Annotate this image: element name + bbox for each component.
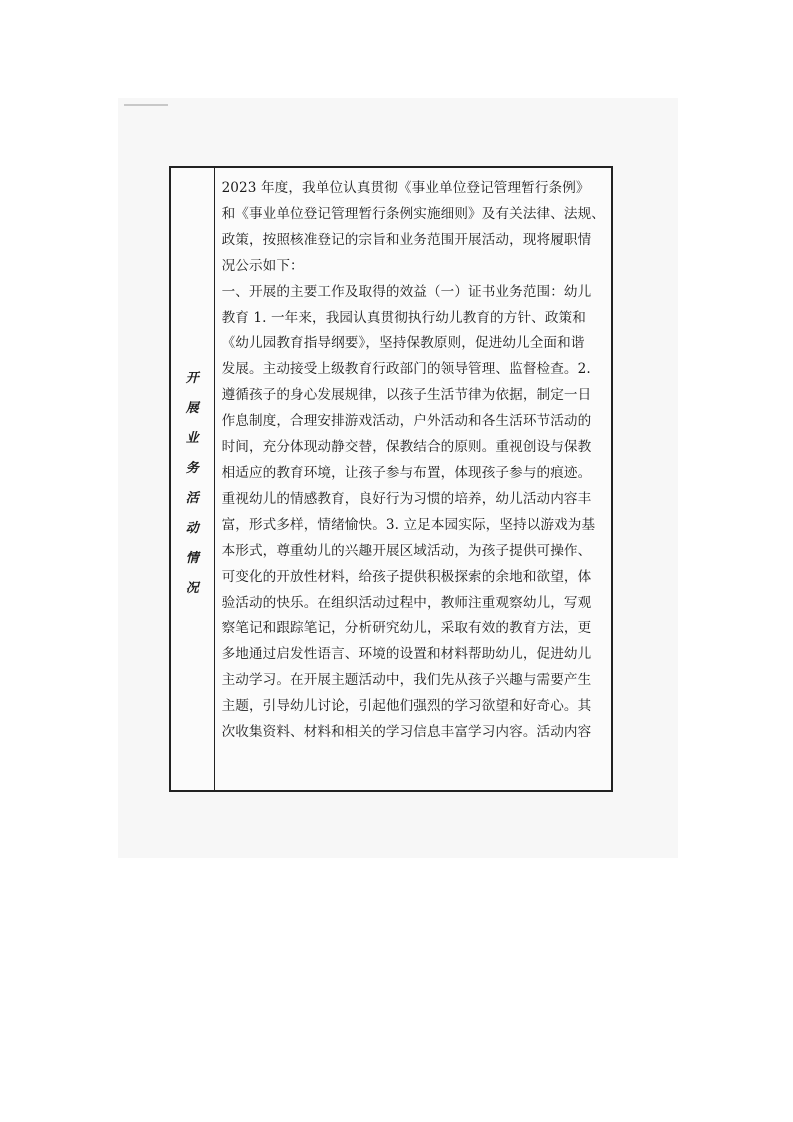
section-label-char: 开: [185, 371, 199, 386]
content-line: 验活动的快乐。在组织活动过程中，教师注重观察幼儿，写观: [221, 594, 592, 611]
scan-edge-mark: [124, 104, 168, 106]
section-label-char: 务: [185, 461, 199, 476]
content-line: 作息制度，合理安排游戏活动，户外活动和各生活环节活动的: [221, 413, 592, 430]
content-line: 重视幼儿的情感教育，良好行为习惯的培养，幼儿活动内容丰: [221, 490, 592, 507]
section-label-char: 展: [185, 401, 199, 416]
section-label-char: 活: [185, 491, 199, 506]
section-label-char: 动: [185, 521, 199, 536]
content-cell: [215, 168, 611, 790]
content-line: 况公示如下：: [221, 257, 304, 274]
content-line: 可变化的开放性材料，给孩子提供积极探索的余地和欲望，体: [221, 568, 592, 585]
content-line: 多地通过启发性语言、环境的设置和材料帮助幼儿，促进幼儿: [221, 646, 592, 663]
content-line: 主题，引导幼儿讨论，引起他们强烈的学习欲望和好奇心。其: [221, 698, 592, 715]
content-line: 和《事业单位登记管理暂行条例实施细则》及有关法律、法规、: [221, 205, 605, 222]
section-label: [186, 371, 199, 597]
section-label-char: 况: [185, 581, 199, 596]
content-line: 发展。主动接受上级教育行政部门的领导管理、监督检查。2.: [221, 361, 591, 378]
content-line: 富，形式多样，情绪愉快。3. 立足本园实际，坚持以游戏为基: [221, 516, 596, 533]
section-label-cell: [171, 168, 215, 790]
content-line: 相适应的教育环境，让孩子参与布置，体现孩子参与的痕迹。: [221, 464, 592, 481]
content-line: 教育 1. 一年来，我园认真贯彻执行幼儿教育的方针、政策和: [221, 309, 586, 326]
content-line: 次收集资料、材料和相关的学习信息丰富学习内容。活动内容: [221, 724, 592, 741]
content-line: 遵循孩子的身心发展规律，以孩子生活节律为依据，制定一日: [221, 387, 592, 404]
content-line: 《幼儿园教育指导纲要》，坚持保教原则，促进幼儿全面和谐: [221, 335, 585, 352]
section-label-char: 业: [185, 431, 199, 446]
content-line: 时间，充分体现动静交替，保教结合的原则。重视创设与保教: [221, 439, 592, 456]
activity-report-table: [169, 166, 613, 792]
content-line: 政策，按照核准登记的宗旨和业务范围开展活动，现将履职情: [221, 231, 592, 248]
content-line: 一、开展的主要工作及取得的效益（一）证书业务范围：幼儿: [221, 283, 592, 300]
content-line: 本形式，尊重幼儿的兴趣开展区域活动，为孩子提供可操作、: [221, 542, 592, 559]
content-line: 2023 年度，我单位认真贯彻《事业单位登记管理暂行条例》: [221, 180, 590, 196]
content-line: 察笔记和跟踪笔记，分析研究幼儿，采取有效的教育方法，更: [221, 620, 592, 637]
content-line: 主动学习。在开展主题活动中，我们先从孩子兴趣与需要产生: [221, 672, 592, 689]
section-label-char: 情: [185, 551, 199, 566]
